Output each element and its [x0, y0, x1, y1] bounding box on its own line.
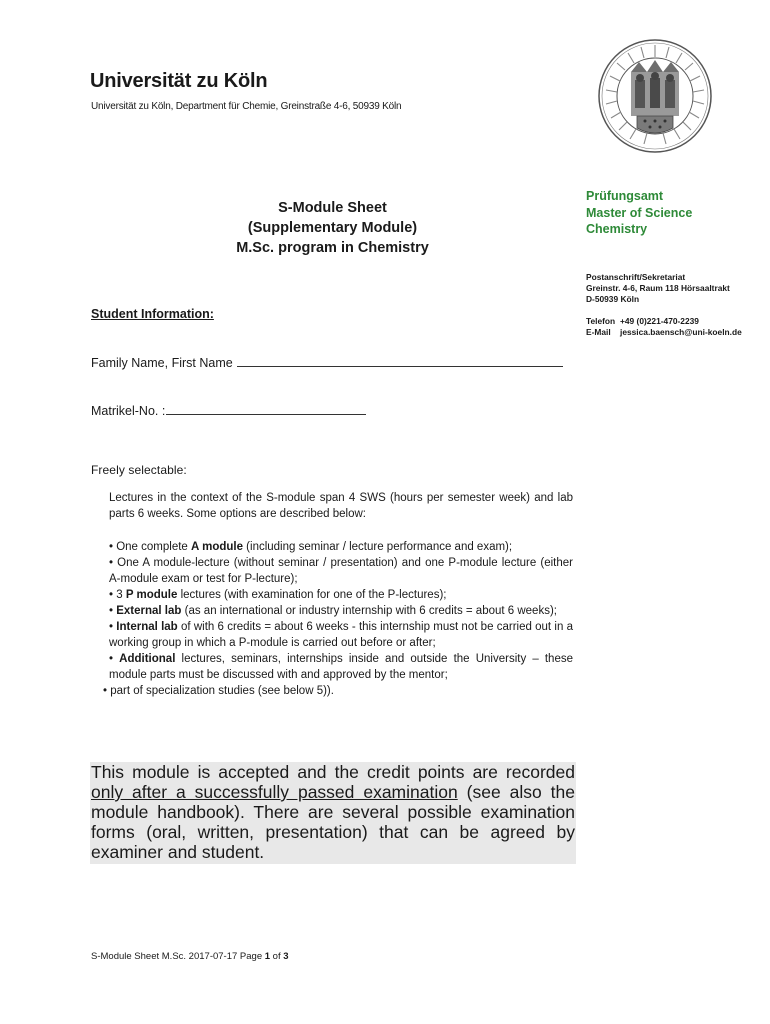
name-field-label: Family Name, First Name [91, 356, 233, 370]
notice-text-end: (see also the module handbook). There are several possible examination forms (oral, written, presentation) that can be agreed by examiner and student. [91, 782, 576, 862]
footer-page: 1 [264, 951, 271, 962]
contact-city: D-50939 Köln [586, 294, 640, 304]
name-field-line[interactable] [237, 365, 563, 367]
list-item: • One complete A module (including seminar / lecture performance and exam); [109, 541, 513, 553]
office-subject: Chemistry [586, 222, 648, 236]
sheet-title-line1: S-Module Sheet [278, 200, 387, 216]
footer-text: S-Module Sheet M.Sc. 2017-07-17 Page [91, 951, 265, 962]
list-item: • Internal lab of with 6 credits = about 6 weeks - this internship must not be carried out in a working group in which a P-module is carried out before or after; [109, 621, 573, 649]
lectures-intro: Lectures in the context of the S-module span 4 SWS (hours per semester week) and lab parts 6 weeks. Some options are described below: [109, 492, 573, 520]
contact-street: Greinstr. 4-6, Raum 118 Hörsaaltrakt [586, 283, 730, 293]
email-label: E-Mail [586, 327, 611, 337]
list-item: • 3 P module lectures (with examination for one of the P-lectures); [109, 589, 447, 601]
page-footer [91, 951, 289, 962]
footer-of: of [270, 951, 284, 962]
contact-phone-row [586, 316, 742, 327]
office-block [586, 188, 692, 238]
footer-total: 3 [283, 951, 289, 962]
contact-block [586, 272, 742, 338]
sheet-title-line3: M.Sc. program in Chemistry [236, 240, 429, 256]
contact-heading: Postanschrift/Sekretariat [586, 272, 686, 282]
university-address: Universität zu Köln, Department für Chemie, Greinstraße 4-6, 50939 Köln [91, 101, 402, 112]
list-item: • Additional lectures, seminars, internships inside and outside the University – these module parts must be discussed with and approved by the mentor; [109, 653, 573, 681]
email-value[interactable]: jessica.baensch@uni-koeln.de [620, 327, 742, 337]
acceptance-notice [90, 762, 576, 864]
notice-underlined: only after a successfully passed examination [91, 782, 458, 802]
matrikel-field-line[interactable] [166, 413, 366, 415]
notice-text-start: This module is accepted and the credit points are recorded [91, 762, 575, 782]
matrikel-field-label: Matrikel-No. : [91, 404, 166, 418]
student-info-heading: Student Information: [91, 307, 214, 321]
phone-value: +49 (0)221-470-2239 [620, 316, 699, 326]
contact-email-row [586, 327, 742, 338]
phone-label: Telefon [586, 316, 616, 326]
sheet-title [200, 198, 465, 258]
university-seal-icon [597, 38, 713, 154]
office-name: Prüfungsamt [586, 189, 664, 203]
office-program: Master of Science [586, 205, 693, 220]
freely-heading: Freely selectable: [91, 463, 187, 477]
list-item: • part of specialization studies (see below 5)). [103, 685, 334, 697]
matrikel-field-row [91, 404, 366, 418]
options-list [103, 539, 573, 699]
list-item: • External lab (as an international or industry internship with 6 credits = about 6 weeks); [109, 605, 557, 617]
name-field-row [91, 356, 563, 370]
sheet-title-line2: (Supplementary Module) [247, 220, 418, 236]
list-item: • One A module-lecture (without seminar / presentation) and one P-module lecture (either A-module exam or test for P-lecture); [109, 557, 573, 585]
university-title: Universität zu Köln [90, 70, 268, 92]
